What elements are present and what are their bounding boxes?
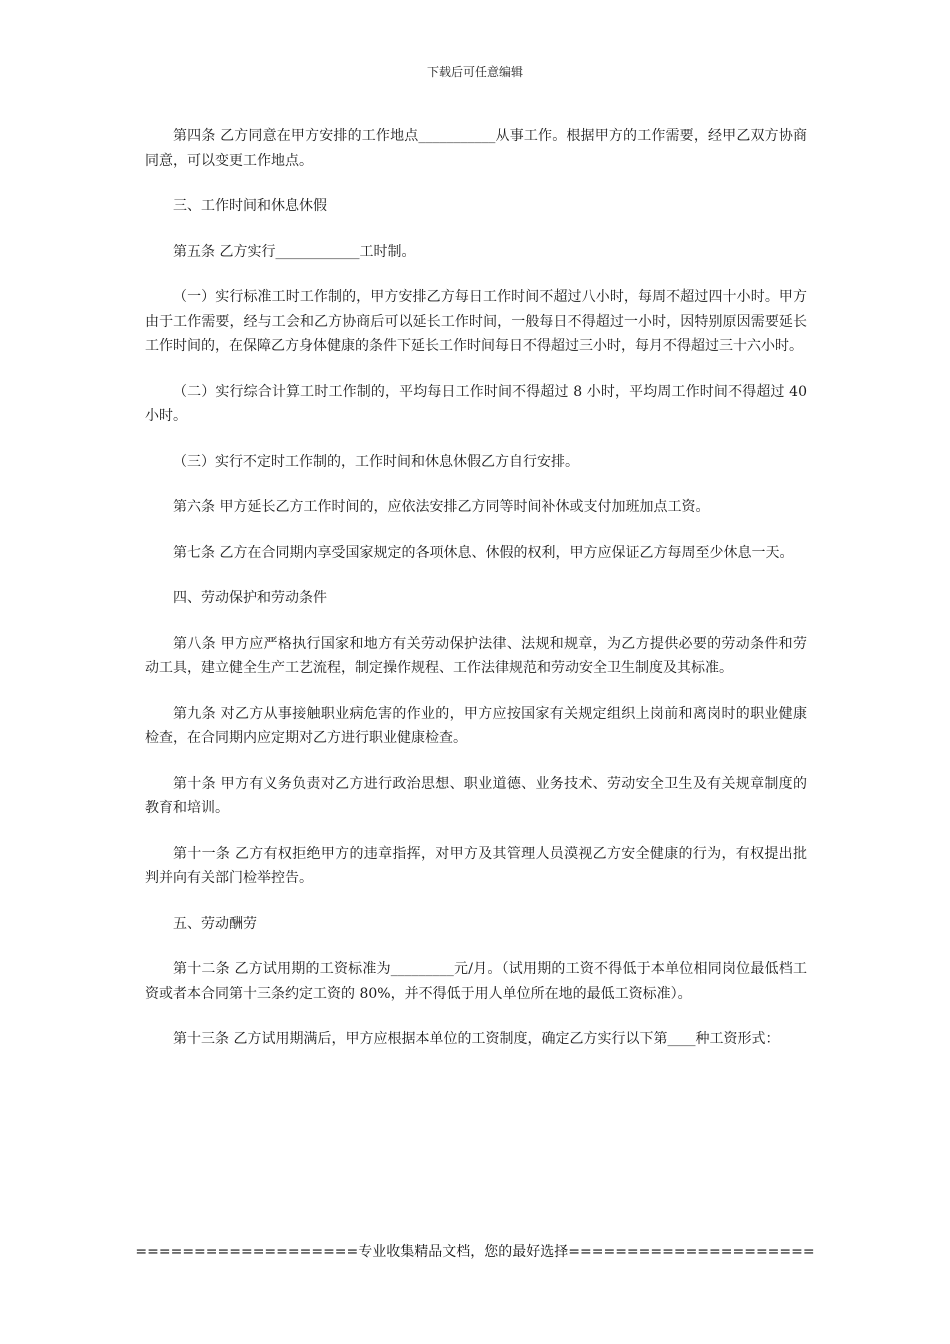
article-11: 第十一条 乙方有权拒绝甲方的违章指挥，对甲方及其管理人员漠视乙方安全健康的行为，有权提出批判并向有关部门检举控告。: [145, 845, 807, 886]
document-body: [145, 124, 807, 1073]
article-13: 第十三条 乙方试用期满后，甲方应根据本单位的工资制度，确定乙方实行以下第____种工资形式：: [173, 1031, 780, 1047]
article-5-item-3: （三）实行不定时工作制的，工作时间和休息休假乙方自行安排。: [173, 453, 579, 470]
article-12: 第十二条 乙方试用期的工资标准为_________元/月。（试用期的工资不得低于本单位相同岗位最低档工资或者本合同第十三条约定工资的 80%，并不得低于用人单位所在地的最低工资标准）。: [145, 961, 807, 1002]
article-5-item-2: （二）实行综合计算工时工作制的，平均每日工作时间不得超过 8 小时，平均周工作时间不得超过 40 小时。: [145, 383, 807, 424]
page-header: 下载后可任意编辑: [426, 65, 523, 79]
article-4: 第四条 乙方同意在甲方安排的工作地点___________从事工作。根据甲方的工作需要，经甲乙双方协商同意，可以变更工作地点。: [145, 128, 807, 169]
page-footer: ===================专业收集精品文档，您的最好选择=====================: [135, 1244, 815, 1260]
section-heading-4: 四、劳动保护和劳动条件: [173, 590, 327, 606]
section-heading-5: 五、劳动酬劳: [173, 915, 257, 932]
article-9: 第九条 对乙方从事接触职业病危害的作业的，甲方应按国家有关规定组织上岗前和离岗时的职业健康检查，在合同期内应定期对乙方进行职业健康检查。: [145, 705, 807, 746]
article-5-item-1: （一）实行标准工时工作制的，甲方安排乙方每日工作时间不超过八小时，每周不超过四十小时。甲方由于工作需要，经与工会和乙方协商后可以延长工作时间，一般每日不得超过一小时，因特别原因需要延长工作时间的，在保障乙方身体健康的条件下延长工作时间每日不得超过三小时，每月不得超过三十六小时。: [145, 289, 807, 354]
section-heading-3: 三、工作时间和休息休假: [173, 198, 327, 214]
article-6: 第六条 甲方延长乙方工作时间的，应依法安排乙方同等时间补休或支付加班加点工资。: [173, 499, 710, 515]
article-8: 第八条 甲方应严格执行国家和地方有关劳动保护法律、法规和规章，为乙方提供必要的劳动条件和劳动工具，建立健全生产工艺流程，制定操作规程、工作法律规范和劳动安全卫生制度及其标准。: [145, 635, 807, 676]
article-10: 第十条 甲方有义务负责对乙方进行政治思想、职业道德、业务技术、劳动安全卫生及有关规章制度的教育和培训。: [145, 775, 807, 816]
article-7: 第七条 乙方在合同期内享受国家规定的各项休息、休假的权利，甲方应保证乙方每周至少休息一天。: [173, 544, 794, 561]
article-5: 第五条 乙方实行____________工时制。: [173, 243, 416, 260]
